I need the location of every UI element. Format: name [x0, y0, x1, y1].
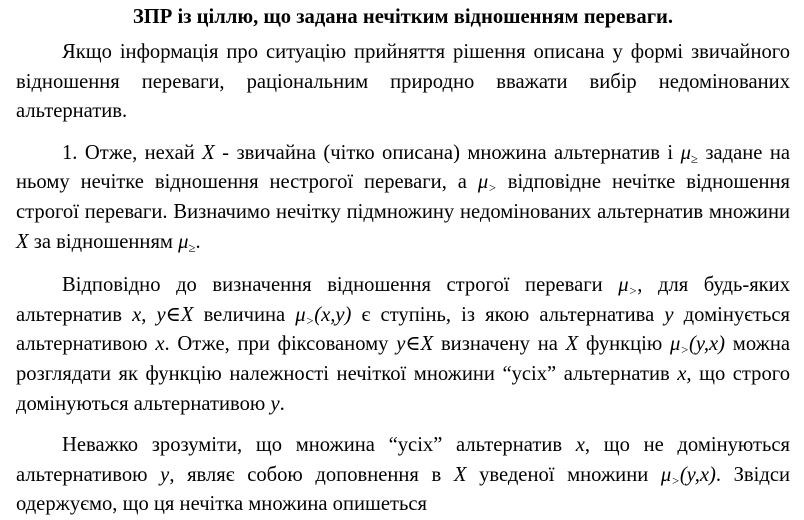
text-run: 1. Отже, нехай: [62, 141, 203, 164]
math-var-y: y: [160, 463, 170, 486]
math-mu-gt: $\mu_>$: [670, 333, 690, 358]
math-var-x-set: X: [16, 230, 29, 253]
math-var-x: x: [132, 303, 142, 326]
text-run: є ступінь, із якою альтернатива: [351, 303, 665, 326]
math-in-symbol: ∈: [165, 303, 181, 326]
text-run: . Звідси одержуємо, що ця нечітка множина опишеться: [16, 463, 791, 516]
text-run: - звичайна (чітко описана) множина альтернатив і: [214, 141, 681, 164]
paragraph-complement: [16, 431, 790, 520]
math-var-x: x: [677, 362, 687, 385]
text-run: ,: [141, 303, 147, 326]
math-var-x-set: X: [202, 141, 215, 164]
text-run: Неважко зрозуміти, що множина “усіх” альтернатив: [62, 434, 576, 457]
math-var-y: y: [156, 303, 166, 326]
math-args: (x,y): [314, 303, 352, 326]
math-var-x: x: [575, 434, 585, 457]
math-var-x-set: X: [180, 303, 194, 326]
text-run: .: [279, 392, 285, 415]
section-title: ЗПР із ціллю, що задана нечітким відношенням переваги.: [132, 6, 674, 28]
text-run: , для будь-яких альтернатив: [16, 274, 790, 326]
math-mu-gt: $\mu_>$: [618, 274, 638, 299]
math-var-y: y: [270, 392, 280, 415]
math-in-symbol: ∈: [405, 333, 421, 356]
text-run: функцію: [578, 333, 671, 356]
text-run: можна розглядати як функцію належності нечіткої множини “усіх” альтернатив: [16, 333, 790, 385]
text-run: .: [195, 230, 201, 253]
text-run: , що строго домінуються альтернативою: [16, 362, 790, 415]
text-run: . Отже, при фіксованому: [164, 333, 397, 356]
math-args: (y,x): [679, 463, 716, 486]
paragraph-definition: [16, 139, 790, 257]
text-run: Відповідно до визначення відношення строгої переваги: [62, 274, 619, 297]
text-run: величина: [193, 303, 296, 326]
math-var-y: y: [664, 303, 674, 326]
math-mu-gt: $\mu_>$: [477, 171, 497, 196]
math-mu-gt: $\mu_>$: [660, 463, 680, 488]
text-run: , являє собою доповнення в: [169, 463, 454, 486]
math-mu-gt: $\mu_>$: [295, 303, 315, 328]
text-run: визначену на: [433, 333, 566, 356]
text-run: відповідне нечітке відношення строгої переваги. Визначимо нечітку підмножину недомінованих альтернатив множини: [16, 171, 790, 223]
text-run: домінується альтернативою: [16, 303, 790, 356]
math-args: (y,x): [689, 333, 726, 356]
math-var-x-set: X: [565, 333, 579, 356]
paragraph-strict-preference: [16, 271, 790, 419]
text-run: уведеної множини: [466, 463, 661, 486]
math-mu-ge: $\mu_\ge$: [680, 141, 698, 166]
math-mu-ge: $\mu_\ge$: [178, 230, 196, 255]
paragraph-intro: Якщо інформація про ситуацію прийняття рішення описана у формі звичайного відношення переваги, раціональним природно вважати вибір недомінованих альтернатив.: [16, 41, 790, 123]
text-run: , що не домінуються альтернативою: [16, 434, 791, 486]
math-var-x: x: [155, 333, 165, 356]
math-var-y: y: [396, 333, 406, 356]
math-var-x-set: X: [453, 463, 467, 486]
text-run: за відношенням: [28, 230, 179, 253]
math-var-x-set: X: [420, 333, 434, 356]
text-run: задане на ньому нечітке відношення нестрогої переваги, а: [16, 141, 790, 194]
